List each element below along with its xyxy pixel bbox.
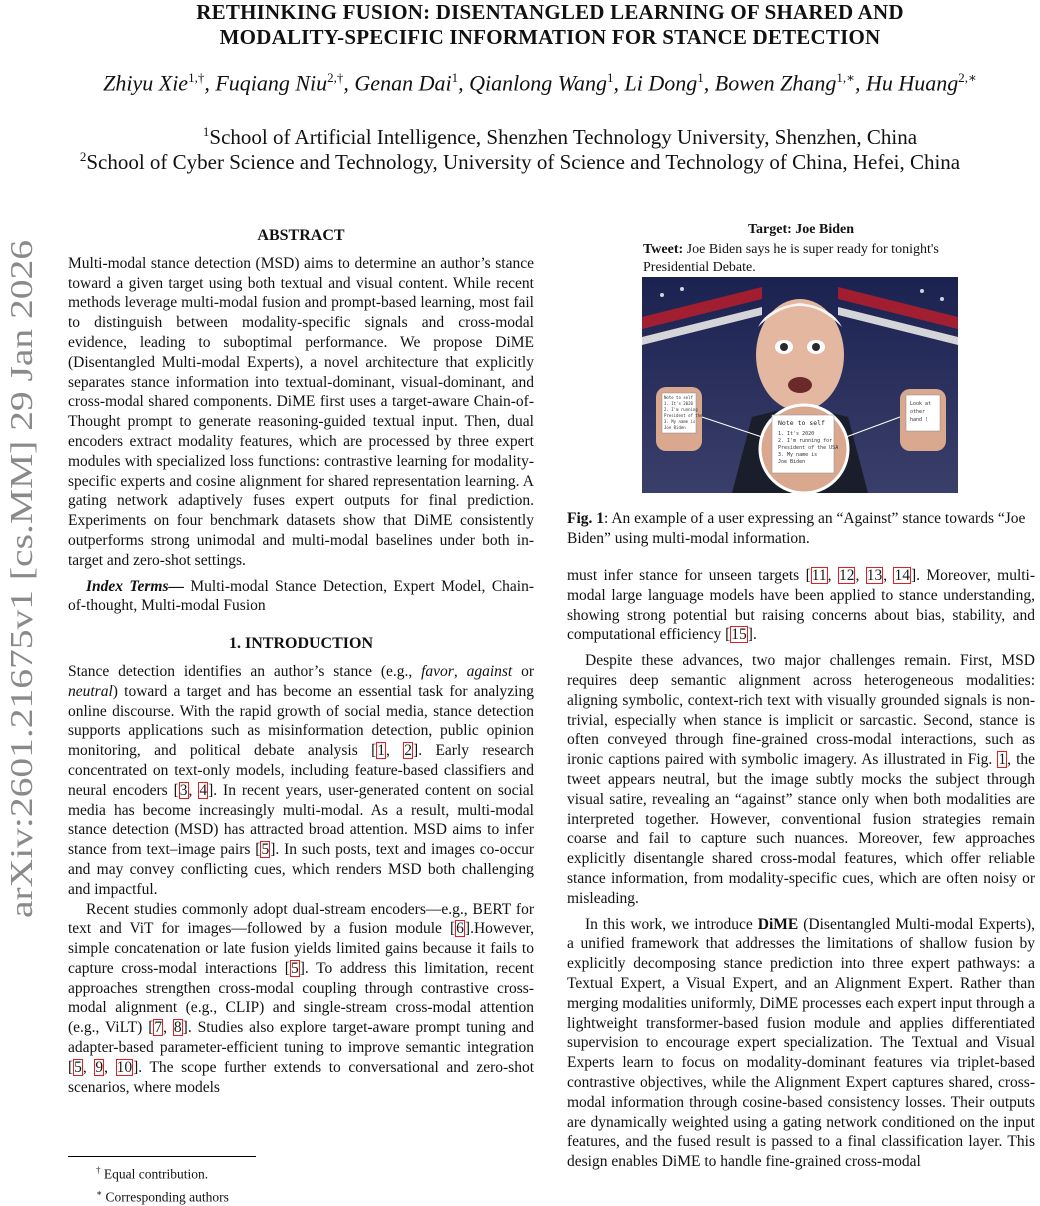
note-left-line: President of the US [664,413,710,418]
author-name: Genan Dai [354,70,451,95]
note-right-line: Look at [910,401,931,407]
title-line-2: MODALITY-SPECIFIC INFORMATION FOR STANCE DETECTION [150,25,950,50]
citation-link[interactable]: 14 [893,567,911,584]
index-terms [68,577,534,617]
note-left-line: 3. My name is [664,419,696,424]
author-sup: 2,∗ [958,70,977,85]
citation-link[interactable]: 10 [116,1059,134,1076]
figure-caption-text: : An example of a user expressing an “Against” stance towards “Joe Biden” using multi-modal information. [567,510,1025,547]
note-center-title: Note to self [778,419,825,427]
author-name: Zhiyu Xie [103,70,188,95]
citation-link[interactable]: 11 [811,567,828,584]
citation-link[interactable]: 7 [153,1019,163,1036]
citation-link[interactable]: 12 [838,567,856,584]
note-left-line: Note to self [664,395,693,400]
note-center-line: 3. My name is [778,452,817,458]
figure-1 [567,222,1035,277]
affiliation-sup: 1 [203,124,210,139]
note-center-line: President of the USA [778,445,838,451]
author-name: Bowen Zhang [715,70,837,95]
citation-link[interactable]: 15 [730,626,748,643]
intro-paragraph-5: In this work, we introduce DiME (Disentangled Multi-modal Experts), a unified framework that addresses the limitations of shallow fusion by explicitly decomposing stance prediction into three expert pathways: a Textual Expert, a Visual Expert, and an Alignment Expert. Rather than merging modalities uniformly, DiME processes each expert input through a lightweight transformer-based fusion module and applies differentiated supervision to encourage expert specialization. The Textual and Visual Experts learn to focus on modality-dominant features via triplet-based contrastive objectives, while the Alignment Expert captures shared, cross-modal information through cosine-based consistency losses. Their outputs are dynamically weighted using a gating network conditioned on the input features, and the fused result is passed to a final classification layer. This design enables DiME to handle fine-grained cross-modal [567,915,1035,1172]
intro-paragraph-2: Recent studies commonly adopt dual-stream encoders—e.g., BERT for text and ViT for images—followed by a fusion module [6].However, simple concatenation or late fusion yields limited gains because it fails to capture cross-modal interactions [5]. To address this limitation, recent approaches strengthen cross-modal coupling through contrastive cross-modal alignment (e.g., CLIP) and single-stream cross-modal attention (e.g., ViLT) [7, 8]. Studies also explore target-aware prompt tuning and adapter-based parameter-efficient tuning to improve semantic integration [5, 9, 10]. The scope further extends to conversational and zero-shot scenarios, where models [68,900,534,1098]
citation-link[interactable]: 2 [403,742,413,759]
affiliation-sup: 2 [80,149,87,164]
footnote-item: † Equal contribution. [68,1161,368,1184]
citation-link[interactable]: 4 [198,782,208,799]
note-center-line: Joe Biden [778,459,805,465]
note-right-line: hand ! [910,417,928,423]
abstract-heading: ABSTRACT [68,226,534,246]
arxiv-id: arXiv:2601.21675v1 [cs.MM] 29 Jan 2026 [3,240,39,918]
footnote-rule [68,1156,256,1157]
affiliation-1 [60,124,1040,150]
note-right-line: other [910,409,925,415]
author-sup: 1 [697,70,704,85]
author-sup: 1 [452,70,459,85]
note-center-line: 1. It's 2020 [778,431,814,437]
note-left-line: 2. I'm running [664,407,698,412]
affiliation-2 [20,149,1020,175]
affiliation-text: School of Artificial Intelligence, Shenzhen Technology University, Shenzhen, China [209,125,917,149]
debate-photo [642,277,958,493]
citation-link[interactable]: 1 [376,742,386,759]
note-left-line: Joe Biden [664,425,686,430]
citation-link[interactable]: 8 [173,1019,183,1036]
abstract-text: Multi-modal stance detection (MSD) aims to determine an author’s stance toward a given target using both textual and visual content. While recent methods leverage multi-modal fusion and prompt-based learning, most fail to distinguish between modality-specific signals and cross-modal evidence, leading to suboptimal performance. We propose DiME (Disentangled Multi-modal Experts), a novel architecture that explicitly separates stance information into textual-dominant, visual-dominant, and cross-modal shared components. DiME first uses a target-aware Chain-of-Thought prompt to generate reasoning-guided textual input. Then, dual encoders extract modality features, which are processed by three expert modules with specialized loss functions: contrastive learning for modality-specific experts and cosine alignment for shared representation learning. A gating network adaptively fuses expert outputs for final prediction. Experiments on four benchmark datasets show that DiME consistently outperforms strong unimodal and multi-modal baselines under both in-target and zero-shot settings. [68,254,534,571]
left-column [68,226,534,1097]
author-name: Qianlong Wang [469,70,607,95]
citation-link[interactable]: 6 [455,920,465,937]
citation-link[interactable]: 9 [94,1059,104,1076]
intro-paragraph-3: must infer stance for unseen targets [11, 12, 13, 14]. Moreover, multi-modal large language models have been applied to stance understanding, showing strong potential but raising concerns about bias, stability, and computational efficiency [15]. [567,566,1035,645]
author-sup: 1,∗ [836,70,855,85]
paper-title [150,0,950,50]
note-left-line: 1. It's 2020 [664,401,693,406]
affiliation-text: School of Cyber Science and Technology, University of Science and Technology of China, Hefei, China [86,150,960,174]
intro-paragraph-1: Stance detection identifies an author’s stance (e.g., favor, against or neutral) toward a target and has become an essential task for analyzing online discourse. With the rapid growth of social media, stance detection supports applications such as misinformation detection, public opinion monitoring, and political debate analysis [1, 2]. Early research concentrated on text-only models, including feature-based classifiers and neural encoders [3, 4]. In recent years, user-generated content on social media has become increasingly multi-modal. As a result, multi-modal stance detection (MSD) has attracted broad attention. MSD aims to infer stance from text–image pairs [5]. In such posts, text and images co-occur and may convey conflicting cues, which renders MSD both challenging and impactful. [68,662,534,900]
right-column [567,566,1035,1172]
footnote-item: ∗ Corresponding authors [68,1184,368,1206]
arxiv-stamp [2,238,42,918]
author-name: Fuqiang Niu [215,70,327,95]
index-terms-label: Index Terms— [86,578,184,595]
footnotes [68,1156,368,1206]
figure-image [642,277,958,493]
note-center-line: 2. I'm running for [778,438,832,444]
citation-link[interactable]: 3 [179,782,189,799]
intro-paragraph-4: Despite these advances, two major challenges remain. First, MSD requires deep semantic alignment across heterogeneous modalities: aligning symbolic, context-rich text with visually grounded signals is non-trivial, especially when stance is implicit or sarcastic. Second, stance is often conveyed through fine-grained cross-modal interactions, such as ironic captions paired with symbolic imagery. As illustrated in Fig. 1, the tweet appears neutral, but the image subtly mocks the subject through visual satire, revealing an “against” stance only when both modalities are interpreted together. However, conventional fusion strategies remain coarse and fail to capture such nuances. Moreover, few approaches explicitly disentangle shared cross-modal features, which offer reliable stance information, from modality-specific cues, which are often noisy or misleading. [567,651,1035,908]
author-name: Hu Huang [866,70,958,95]
author-sup: 2,† [327,70,343,85]
citation-link[interactable]: 13 [866,567,884,584]
citation-link[interactable]: 5 [290,960,300,977]
title-line-1: RETHINKING FUSION: DISENTANGLED LEARNING OF SHARED AND [150,0,950,25]
figure-caption [567,509,1035,549]
citation-link[interactable]: 5 [73,1059,83,1076]
author-sup: 1 [607,70,614,85]
figure-tweet: Tweet: Joe Biden says he is super ready for tonight's Presidential Debate. [643,241,973,277]
author-list: Zhiyu Xie$^{1,\dagger}$, Fuqiang Niu$^{2,\dagger}$, Genan Dai$^1$, Qianlong Wang$^1$, Li Dong$^1$, Bowen Zhang$^{1,∗}$, Hu Huang$^{2,∗}$ [40,70,1040,96]
author-sup: 1,† [188,70,204,85]
author-name: Li Dong [625,70,698,95]
figure-ref-link[interactable]: 1 [997,751,1007,768]
figure-target-label: Target: Joe Biden [567,222,1035,238]
figure-caption-label: Fig. 1 [567,510,604,527]
index-terms-text: Multi-modal Stance Detection, Expert Model, Chain-of-thought, Multi-modal Fusion [68,578,534,615]
intro-heading: 1. INTRODUCTION [68,634,534,654]
citation-link[interactable]: 5 [260,841,270,858]
